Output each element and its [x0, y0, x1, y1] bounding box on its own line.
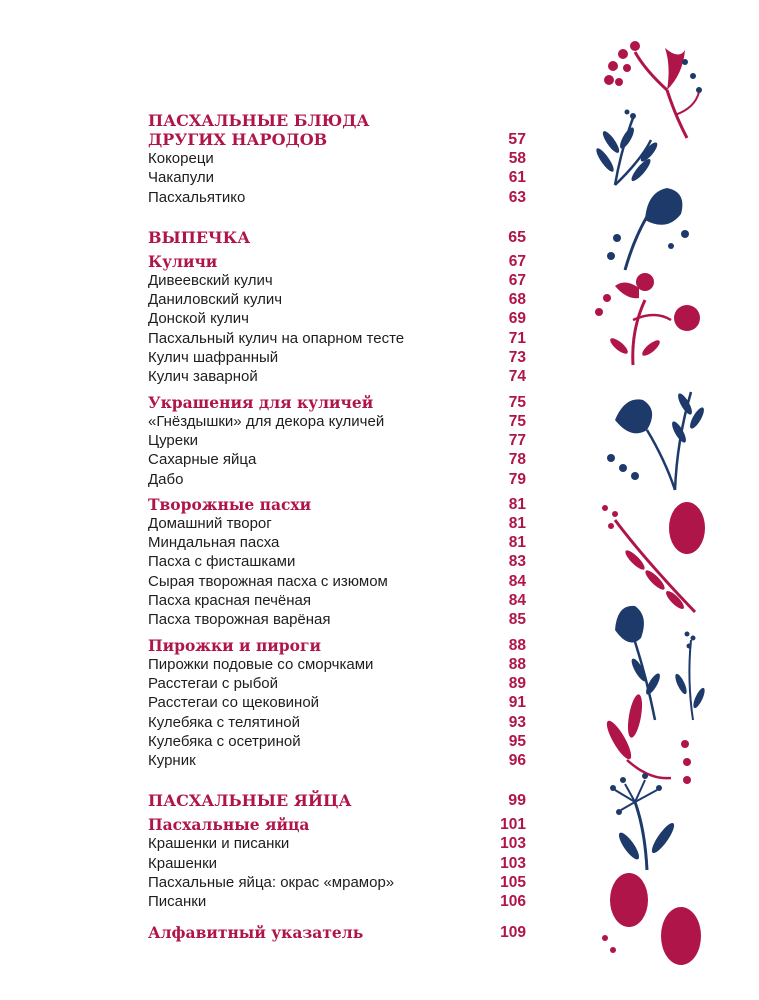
- blue-flower-burst: [610, 773, 677, 870]
- toc-page-number: 57: [508, 131, 526, 148]
- toc-item: Расстегаи с рыбой 89: [148, 674, 526, 692]
- toc-item: Крашенки 103: [148, 854, 526, 872]
- toc-group-heading: Куличи 67: [148, 251, 526, 271]
- toc-group-heading: Творожные пасхи 81: [148, 494, 526, 514]
- toc-item: Кулебяка с осетриной 95: [148, 732, 526, 750]
- toc-section-heading: ПАСХАЛЬНЫЕ ЯЙЦА 99: [148, 791, 526, 811]
- tulip-blue-2: [607, 392, 706, 490]
- red-flower-sprig: [595, 273, 700, 365]
- toc-item: Сырая творожная пасха с изюмом 84: [148, 572, 526, 590]
- toc-item: «Гнёздышки» для декора куличей 75: [148, 412, 526, 430]
- floral-ornament: [575, 20, 759, 1000]
- toc-item: Курник 96: [148, 752, 526, 770]
- toc-item: Кулич шафранный 73: [148, 349, 526, 367]
- toc-item: Дабо 79: [148, 470, 526, 488]
- toc-item: Сахарные яйца 78: [148, 451, 526, 469]
- toc-item: Даниловский кулич 68: [148, 291, 526, 309]
- toc-item: Дивеевский кулич 67: [148, 271, 526, 289]
- toc-item: Пасхальные яйца: окрас «мрамор» 105: [148, 874, 526, 892]
- toc-item: Пасха творожная варёная 85: [148, 611, 526, 629]
- berry-branch-top: [604, 41, 702, 138]
- berry-branch-mid: [602, 502, 705, 612]
- toc-item: Кулебяка с телятиной 93: [148, 713, 526, 731]
- tulip-blue-3: [615, 606, 707, 720]
- toc-group-heading: Пирожки и пироги 88: [148, 635, 526, 655]
- toc-item: Пасхальный кулич на опарном тесте 71: [148, 329, 526, 347]
- toc-item: Писанки 106: [148, 893, 526, 911]
- toc-item: Чакапули 61: [148, 169, 526, 187]
- toc-item: Пирожки подовые со сморчками 88: [148, 655, 526, 673]
- toc-item: Донской кулич 69: [148, 310, 526, 328]
- tulip-blue-1: [607, 188, 689, 270]
- toc-group-heading: Пасхальные яйца 101: [148, 815, 526, 835]
- red-eggs: [602, 873, 701, 965]
- red-leaves: [603, 693, 691, 784]
- table-of-contents: [148, 111, 526, 942]
- toc-item: Кокореци 58: [148, 150, 526, 167]
- toc-item: Цуреки 77: [148, 431, 526, 449]
- toc-item: Пасха красная печёная 84: [148, 592, 526, 610]
- toc-group-heading: Украшения для куличей 75: [148, 392, 526, 412]
- toc-section-heading: ВЫПЕЧКА 65: [148, 227, 526, 247]
- toc-item: Миндальная пасха 81: [148, 534, 526, 552]
- toc-item: Кулич заварной 74: [148, 368, 526, 386]
- toc-section-heading: [148, 111, 526, 149]
- toc-item: Пасха с фисташками 83: [148, 553, 526, 571]
- toc-item: Домашний творог 81: [148, 514, 526, 532]
- leaf-sprig-1: [594, 110, 660, 186]
- toc-item: Крашенки и писанки 103: [148, 835, 526, 853]
- toc-section-title: ПАСХАЛЬНЫЕ БЛЮДА ДРУГИХ НАРОДОВ: [148, 111, 370, 149]
- toc-item: Пасхальятико 63: [148, 188, 526, 206]
- toc-item: Расстегаи со щековиной 91: [148, 694, 526, 712]
- toc-index-entry: Алфавитный указатель 109: [148, 922, 526, 942]
